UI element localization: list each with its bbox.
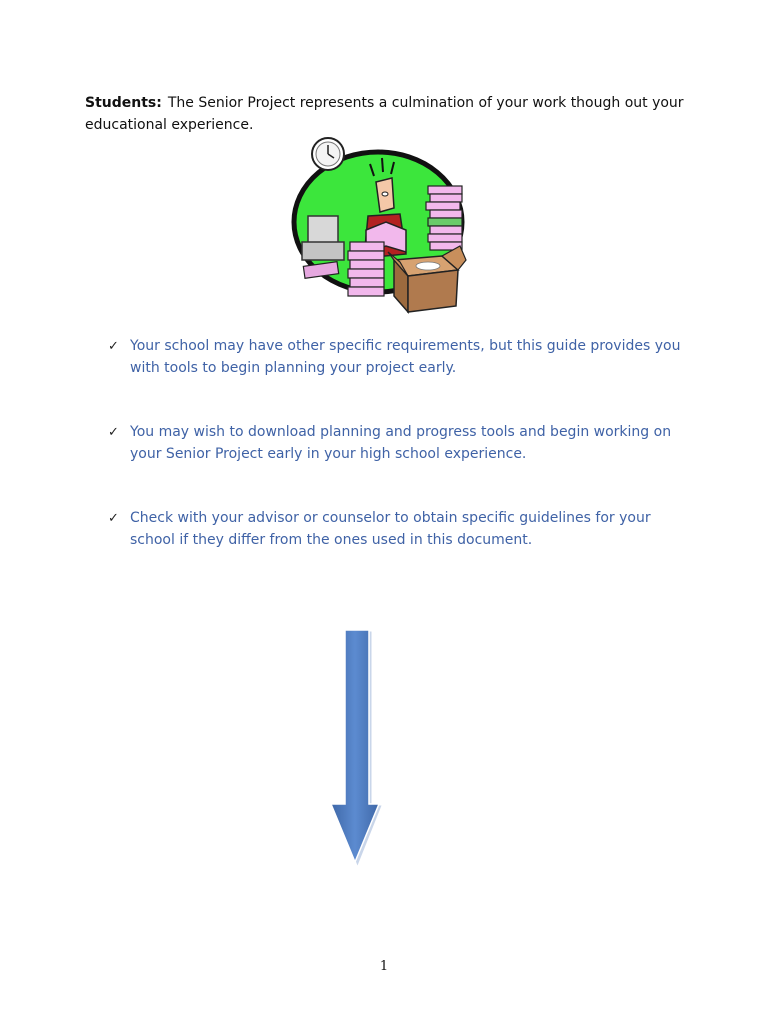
list-item-text: You may wish to download planning and progress tools and begin working on your Senior Project early in your high school experience. <box>130 424 672 462</box>
list-item <box>108 336 698 379</box>
clock-icon <box>312 138 344 170</box>
page-number: 1 <box>379 959 389 974</box>
requirements-list <box>108 336 698 594</box>
list-item-text: Check with your advisor or counselor to obtain specific guidelines for your school if they differ from the ones used in this document. <box>130 510 651 548</box>
checkmark-icon: ✓ <box>108 339 119 354</box>
checkmark-icon: ✓ <box>108 511 119 526</box>
intro-paragraph <box>85 92 685 136</box>
list-item-text: Your school may have other specific requirements, but this guide provides you with tools to begin planning your project early. <box>130 338 681 376</box>
intro-text: The Senior Project represents a culmination of your work though out your educational experience. <box>85 95 684 133</box>
book-stack-middle <box>348 242 384 296</box>
list-item <box>108 508 698 551</box>
checkmark-icon: ✓ <box>108 425 119 440</box>
computer-icon <box>302 216 344 260</box>
intro-lead: Students: <box>85 95 162 111</box>
overwhelmed-student-clipart <box>288 134 476 316</box>
book-stack-right <box>426 186 462 250</box>
down-arrow-icon <box>330 628 382 868</box>
list-item <box>108 422 698 465</box>
